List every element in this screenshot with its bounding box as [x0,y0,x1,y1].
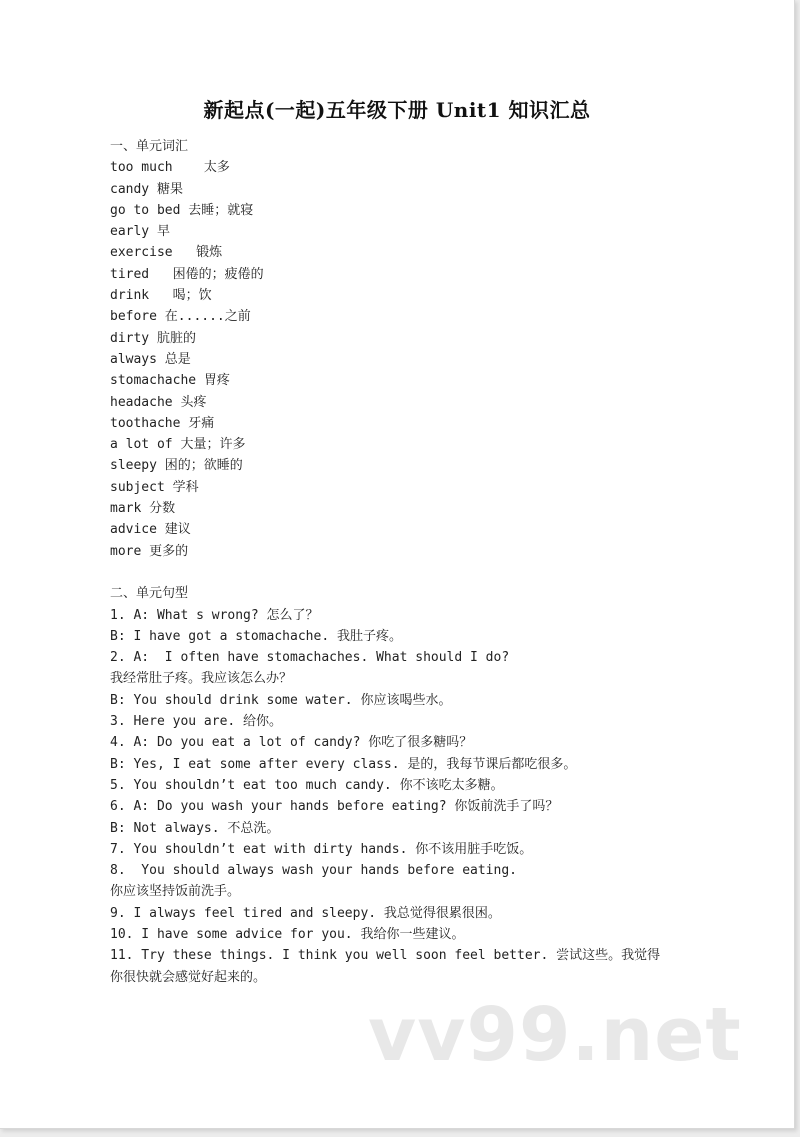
vocab-item: more 更多的 [110,543,189,559]
sentence-line: 7. You shouldn’t eat with dirty hands. 你不该用脏手吃饭。 [110,841,533,857]
vocab-item: go to bed 去睡；就寝 [110,202,254,218]
sentence-line: 2. A: I often have stomachaches. What should I do? [110,650,510,666]
sentence-line: 11. Try these things. I think you well soon feel better. 尝试这些。我觉得 [110,948,661,964]
sentence-heading: 二、单元句型 [110,586,189,602]
vocab-item: advice 建议 [110,522,191,538]
sentence-line: B: I have got a stomachache. 我肚子疼。 [110,628,402,644]
sentence-line: B: Not always. 不总洗。 [110,820,280,836]
sentence-line: 6. A: Do you wash your hands before eating? 你饭前洗手了吗？ [110,799,559,815]
vocab-item: mark 分数 [110,501,176,517]
sentence-line: 5. You shouldn’t eat too much candy. 你不该吃太多糖。 [110,777,504,793]
vocab-heading: 一、单元词汇 [110,139,189,154]
sentence-line: 10. I have some advice for you. 我给你一些建议。 [110,926,465,942]
sentence-line: 4. A: Do you eat a lot of candy? 你吃了很多糖吗？ [110,735,473,751]
watermark: vv99.net [368,992,742,1078]
vocab-item: before 在......之前 [110,309,251,325]
vocab-item: dirty 肮脏的 [110,330,196,346]
vocab-item: drink 喝；饮 [110,288,212,304]
vocab-item: subject 学科 [110,479,199,495]
vocab-item: always 总是 [110,351,191,367]
sentence-line: 8. You should always wash your hands before eating. [110,863,517,879]
page-title: 新起点(一起)五年级下册 Unit1 知识汇总 [203,98,591,122]
sentence-line: 1. A: What s wrong? 怎么了？ [110,607,319,623]
document-body [110,136,710,988]
vocab-list [110,157,710,562]
vocab-item: too much 太多 [110,160,230,176]
vocab-item: sleepy 困的；欲睡的 [110,458,243,474]
section-gap [110,562,710,583]
sentence-line: 3. Here you are. 给你。 [110,714,283,730]
sentence-line: 9. I always feel tired and sleepy. 我总觉得很累很困。 [110,905,501,921]
vocab-item: exercise 锻炼 [110,245,223,261]
vocab-item: headache 头疼 [110,394,207,410]
sentence-line: 你应该坚持饭前洗手。 [110,884,241,900]
vocab-item: tired 困倦的；疲倦的 [110,266,264,282]
sentence-line: B: Yes, I eat some after every class. 是的，我每节课后都吃很多。 [110,756,577,772]
sentence-list [110,605,710,988]
sentence-line: 我经常肚子疼。我应该怎么办？ [110,671,293,687]
vocab-item: candy 糖果 [110,181,183,197]
vocab-item: toothache 牙痛 [110,415,215,431]
vocab-item: stomachache 胃疼 [110,373,230,389]
vocab-item: early 早 [110,224,170,240]
vocab-item: a lot of 大量；许多 [110,437,246,453]
sentence-line: B: You should drink some water. 你应该喝些水。 [110,692,452,708]
sentence-line: 你很快就会感觉好起来的。 [110,969,267,985]
